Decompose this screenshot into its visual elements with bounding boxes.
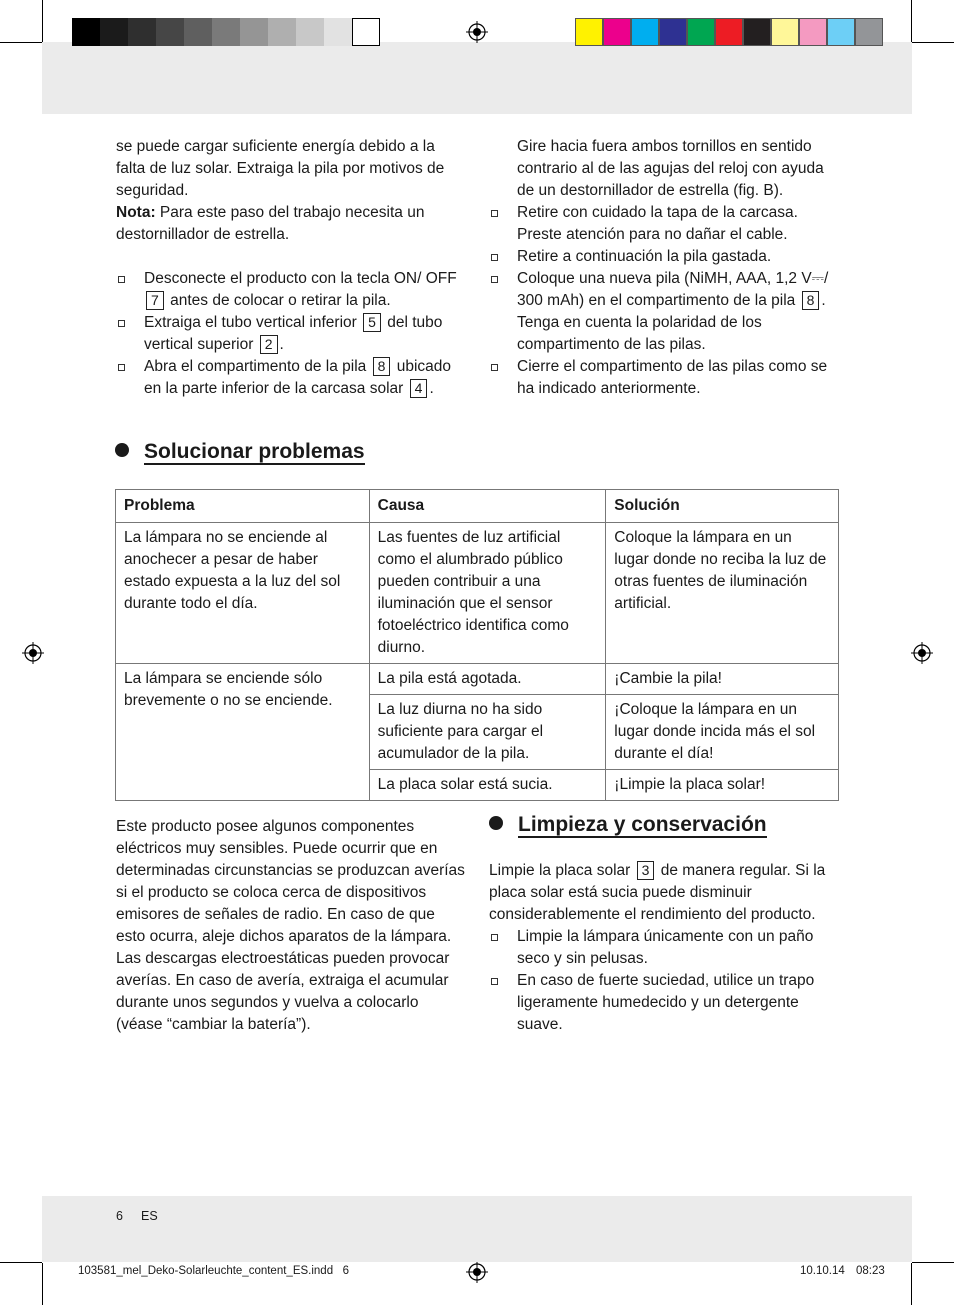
page-number: 6	[116, 1209, 123, 1223]
crop-mark	[0, 1262, 42, 1263]
color-swatch	[799, 18, 827, 46]
part-number: 8	[802, 291, 820, 310]
slug-date: 10.10.14	[800, 1265, 845, 1277]
list-item: Abra el compartimento de la pila 8 ubicado en la parte inferior de la carcasa solar 4 .	[116, 356, 466, 400]
list-item: Extraiga el tubo vertical inferior 5 del tubo vertical superior 2 .	[116, 312, 466, 356]
bullet-dot-icon	[489, 816, 503, 830]
table-row	[116, 664, 839, 695]
gray-swatch	[184, 18, 212, 46]
dc-symbol-icon: ⎓	[811, 270, 825, 287]
registration-mark-icon	[466, 21, 488, 43]
checkbox-bullet-icon	[491, 364, 498, 371]
crop-mark	[0, 42, 42, 43]
right-column-top	[489, 136, 839, 400]
gray-swatch	[324, 18, 352, 46]
checkbox-bullet-icon	[118, 320, 125, 327]
crop-mark	[42, 0, 43, 42]
list-item: Coloque una nueva pila (NiMH, AAA, 1,2 V⎓/ 300 mAh) en el compartimento de la pila 8 . Tenga en cuenta la polaridad de los compartimento de las pilas.	[489, 268, 839, 356]
section-heading-troubleshooting: Solucionar problemas	[115, 439, 365, 465]
table-cell: Las fuentes de luz artificial como el alumbrado público pueden contribuir a una iluminación que el sensor fotoeléctrico identifica como diurno.	[369, 523, 606, 664]
bullet-dot-icon	[115, 443, 129, 457]
table-cell: La placa solar está sucia.	[369, 770, 606, 801]
registration-mark-icon	[22, 642, 44, 664]
note-label: Nota:	[116, 204, 156, 221]
registration-mark-icon	[466, 1261, 488, 1283]
color-swatch	[659, 18, 687, 46]
left-column-top	[116, 136, 466, 400]
color-swatch	[771, 18, 799, 46]
part-number: 3	[637, 861, 655, 880]
cleaning-intro: Limpie la placa solar 3 de manera regular. Si la placa solar está sucia puede disminuir considerablemente el rendimiento del producto.	[489, 862, 826, 923]
checkbox-bullet-icon	[491, 934, 498, 941]
color-swatch	[687, 18, 715, 46]
checkbox-bullet-icon	[118, 276, 125, 283]
checkbox-bullet-icon	[491, 276, 498, 283]
note	[116, 202, 466, 246]
table-row	[116, 523, 839, 664]
color-swatch	[827, 18, 855, 46]
registration-mark-icon	[911, 642, 933, 664]
part-number: 2	[260, 335, 278, 354]
intro-paragraph: se puede cargar suficiente energía debido a la falta de luz solar. Extraiga la pila por motivos de seguridad.	[116, 138, 445, 199]
color-swatch	[715, 18, 743, 46]
table-cell: ¡Limpie la placa solar!	[606, 770, 839, 801]
table-cell: La luz diurna no ha sido suficiente para cargar el acumulador de la pila.	[369, 695, 606, 770]
part-number: 5	[363, 313, 381, 332]
list-item: Retire a continuación la pila gastada.	[489, 246, 839, 268]
crop-mark	[911, 1263, 912, 1305]
screws-paragraph: Gire hacia fuera ambos tornillos en sentido contrario al de las agujas del reloj con ayuda de un destornillador de estrella (fig. B).	[517, 138, 824, 199]
crop-mark	[42, 1263, 43, 1305]
column-header: Causa	[369, 490, 606, 523]
gray-swatch	[72, 18, 100, 46]
language-code: ES	[141, 1209, 158, 1223]
list-item: Retire con cuidado la tapa de la carcasa. Preste atención para no dañar el cable.	[489, 202, 839, 246]
list-item: En caso de fuerte suciedad, utilice un trapo ligeramente humedecido y un detergente suave.	[489, 970, 839, 1036]
table-cell: La lámpara no se enciende al anochecer a pesar de haber estado expuesta a la luz del sol durante todo el día.	[116, 523, 370, 664]
gray-swatch	[352, 18, 380, 46]
list-item: Cierre el compartimento de las pilas como se ha indicado anteriormente.	[489, 356, 839, 400]
esd-paragraph: Las descargas electroestáticas pueden provocar averías. En caso de avería, extraiga el acumular durante unos segundos y vuelva a colocarlo (véase “cambiar la batería”).	[116, 950, 450, 1033]
part-number: 7	[146, 291, 164, 310]
checkbox-bullet-icon	[491, 254, 498, 261]
color-swatch	[575, 18, 603, 46]
table-cell: ¡Cambie la pila!	[606, 664, 839, 695]
header-band	[42, 42, 912, 114]
slug-time: 08:23	[856, 1265, 885, 1277]
list-item: Limpie la lámpara únicamente con un paño seco y sin pelusas.	[489, 926, 839, 970]
checkbox-bullet-icon	[118, 364, 125, 371]
gray-swatch	[268, 18, 296, 46]
section-heading-cleaning: Limpieza y conservación	[489, 812, 767, 838]
note-text: Para este paso del trabajo necesita un destornillador de estrella.	[116, 204, 425, 243]
gray-swatch	[100, 18, 128, 46]
table-cell: ¡Coloque la lámpara en un lugar donde incida más el sol durante el día!	[606, 695, 839, 770]
crop-mark	[912, 1262, 954, 1263]
gray-swatch	[240, 18, 268, 46]
interference-paragraph: Este producto posee algunos componentes eléctricos muy sensibles. Puede ocurrir que en determinadas circunstancias se produzcan averías si el producto se coloca cerca de dispositivos emisores de señales de radio. En caso de que esto ocurra, aleje dichos aparatos de la lámpara.	[116, 818, 465, 945]
gray-swatch	[296, 18, 324, 46]
table-cell: Coloque la lámpara en un lugar donde no reciba la luz de otras fuentes de iluminación artificial.	[606, 523, 839, 664]
part-number: 4	[410, 379, 428, 398]
list-item: Desconecte el producto con la tecla ON/ OFF 7 antes de colocar o retirar la pila.	[116, 268, 466, 312]
right-column-bottom	[489, 860, 839, 1036]
color-swatch	[743, 18, 771, 46]
checkbox-bullet-icon	[491, 210, 498, 217]
checkbox-bullet-icon	[491, 978, 498, 985]
crop-mark	[911, 0, 912, 42]
column-header: Solución	[606, 490, 839, 523]
column-header: Problema	[116, 490, 370, 523]
color-swatch	[631, 18, 659, 46]
gray-swatch	[156, 18, 184, 46]
gray-swatch	[128, 18, 156, 46]
table-cell: La lámpara se enciende sólo brevemente o no se enciende.	[116, 664, 370, 801]
crop-mark	[912, 42, 954, 43]
table-header-row	[116, 490, 839, 523]
troubleshooting-table	[115, 489, 839, 801]
table-cell: La pila está agotada.	[369, 664, 606, 695]
gray-swatch	[212, 18, 240, 46]
color-swatch	[855, 18, 883, 46]
color-swatch	[603, 18, 631, 46]
slug-filename: 103581_mel_Deko-Solarleuchte_content_ES.indd 6	[78, 1265, 350, 1277]
footer-band	[42, 1196, 912, 1262]
left-column-bottom	[116, 816, 466, 1036]
part-number: 8	[373, 357, 391, 376]
